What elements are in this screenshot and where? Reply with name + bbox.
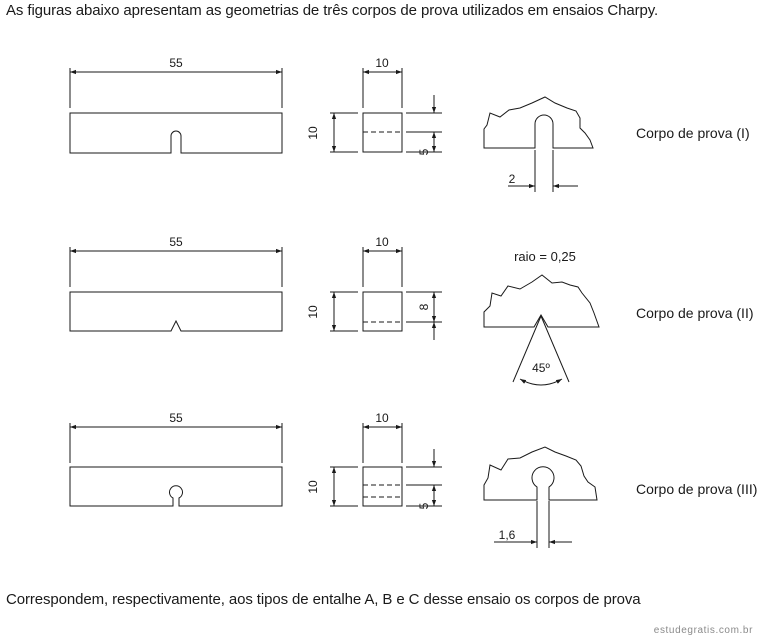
specimen-2-notch-detail [484,249,599,385]
specimen-2-label: Corpo de prova (II) [636,305,754,321]
specimen-1-notch-detail [484,97,593,192]
specimen-1-label: Corpo de prova (I) [636,125,750,141]
specimen-3-length-dim: 55 [169,411,183,425]
specimen-2 [70,235,754,385]
specimen-2-width-dim: 10 [375,235,389,249]
specimen-2-radius-note: raio = 0,25 [514,249,576,264]
specimen-3-label: Corpo de prova (III) [636,481,757,497]
specimen-3-cross-section [306,411,442,509]
intro-text: As figuras abaixo apresentam as geometrias de três corpos de prova utilizados em ensaios Charpy. [6,2,659,19]
specimen-2-angle-dim: 45º [532,361,550,375]
specimen-1-front-view [70,56,282,153]
specimen-1 [70,56,750,192]
specimen-2-cross-section [306,235,442,340]
specimen-2-depth-dim: 8 [417,303,431,311]
specimen-1-height-dim: 10 [306,126,320,140]
specimen-2-height-dim: 10 [306,305,320,319]
specimen-1-bar-outline [70,113,282,153]
specimen-3-front-view [70,411,282,506]
question-text: Correspondem, respectivamente, aos tipos de entalhe A, B e C desse ensaio os corpos de prova [6,591,641,608]
watermark: estudegratis.com.br [653,625,753,636]
specimen-3 [70,411,757,548]
specimen-3-notch-detail [484,447,597,548]
specimen-2-length-dim: 55 [169,235,183,249]
specimen-2-front-view [70,235,282,331]
specimen-3-notch-dim: 1,6 [498,528,516,542]
specimen-3-height-dim: 10 [306,480,320,494]
specimen-1-cross-section [306,56,442,155]
specimen-1-depth-dim: 5 [417,148,431,156]
specimen-3-bar-outline [70,467,282,506]
specimen-1-length-dim: 55 [169,56,183,70]
specimen-1-notch-dim: 2 [508,172,516,186]
specimen-1-width-dim: 10 [375,56,389,70]
specimen-3-width-dim: 10 [375,411,389,425]
specimen-2-bar-outline [70,292,282,331]
specimen-3-depth-dim: 5 [417,502,431,510]
